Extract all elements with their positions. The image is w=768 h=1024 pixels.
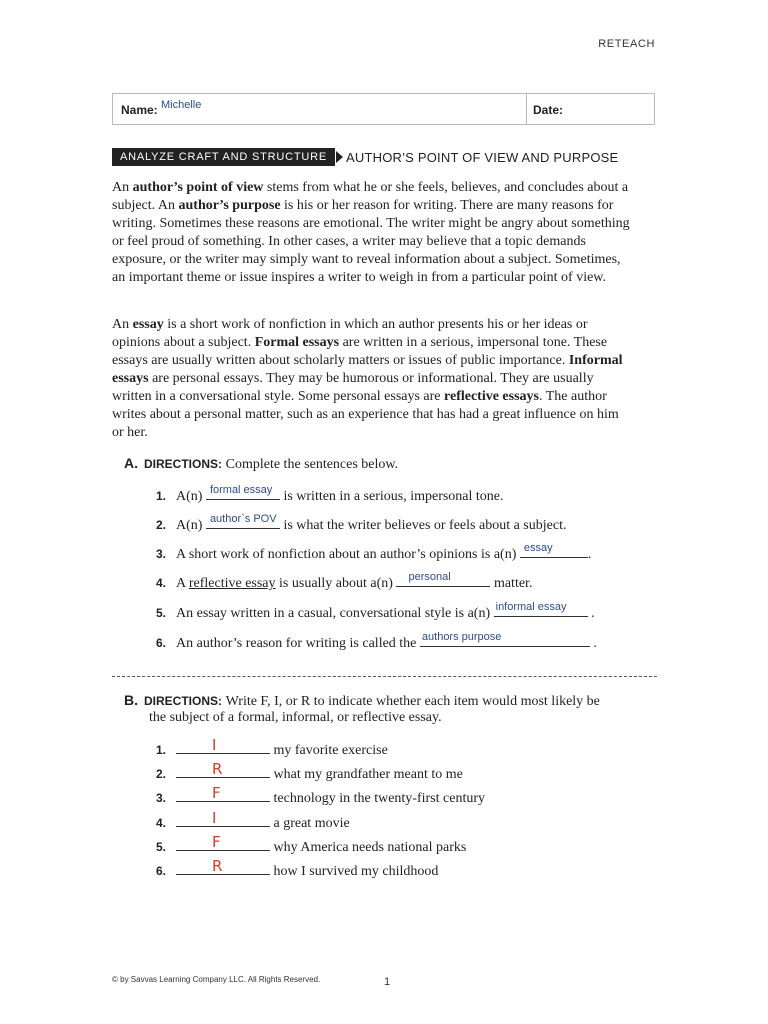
arrow-icon [336,151,343,163]
answer-blank[interactable] [176,736,270,754]
section-b-item [156,833,467,856]
item-number: 4. [156,576,167,590]
handwritten-answer: R [212,857,223,875]
item-text: technology in the twenty-first century [273,791,485,806]
section-banner [112,148,618,166]
item-number: 3. [156,547,167,561]
key-term: essay [132,317,164,332]
answer-blank[interactable] [176,784,270,802]
handwritten-answer: F [212,784,221,802]
item-number: 3. [156,791,167,805]
section-a-item [156,485,504,505]
answer-text: essay [523,542,553,554]
item-text: is what the writer believes or feels about a subject. [279,518,567,533]
answer-blank[interactable] [396,572,490,587]
item-number: 4. [156,816,167,830]
item-number: 5. [156,606,167,620]
key-term: reflective essays [444,389,539,404]
copyright: © by Savvas Learning Company LLC. All Rights Reserved. [112,975,321,984]
handwritten-answer: R [212,760,223,778]
item-text: what my grandfather meant to me [273,767,463,782]
handwritten-answer: I [212,809,217,827]
item-number: 6. [156,864,167,878]
answer-blank[interactable] [176,833,270,851]
item-text: . [587,547,592,562]
section-a-item [156,632,597,652]
item-text: how I survived my childhood [273,864,439,879]
name-date-box [112,93,655,125]
answer-text: personal [408,571,451,583]
section-a-directions-label: DIRECTIONS: [144,457,222,471]
item-text: is written in a serious, impersonal tone. [279,489,504,504]
answer-blank[interactable] [206,514,280,529]
section-b-item [156,784,485,807]
reteach-label: RETEACH [598,38,655,50]
answer-text: authors purpose [421,631,502,643]
section-b-item [156,809,350,832]
page-title: AUTHOR’S POINT OF VIEW AND PURPOSE [346,149,619,165]
date-label: Date: [533,103,564,117]
section-b-item [156,736,388,759]
section-b-item [156,760,463,783]
item-text: . [587,606,595,621]
section-b-directions-line2: the subject of a formal, informal, or reflective essay. [149,710,442,725]
section-a-directions-text: Complete the sentences below. [225,457,399,472]
section-b-heading [124,692,600,710]
item-text: A short work of nonfiction about an author’s opinions is a(n) [176,547,520,562]
answer-blank[interactable] [520,543,588,558]
answer-blank[interactable] [420,632,590,647]
answer-text: formal essay [209,484,273,496]
item-text: matter. [490,576,533,591]
box-divider [526,94,527,124]
name-label: Name: [121,103,158,117]
item-text: why America needs national parks [273,840,467,855]
section-a-item [156,514,566,534]
section-a-item [156,543,591,563]
answer-blank[interactable] [176,857,270,875]
item-text: A(n) [176,489,206,504]
item-number: 1. [156,743,167,757]
section-b-directions-label: DIRECTIONS: [144,694,222,708]
answer-text: informal essay [495,601,567,613]
intro-paragraph-2: An essay is a short work of nonfiction in which an author presents his or her ideas or opinions about a subject. Formal essays are written in a serious, impersonal tone. These essays are usually written about scholarly matters or issues of public importance. Informal essays are personal essays. They may be humorous or informational. They are usually written in a conversational style. Some personal essays are reflective essays. The author writes about a personal matter, such as an experience that has had a great influence on him or her. [112,317,623,440]
section-divider [112,676,657,677]
handwritten-answer: F [212,833,221,851]
answer-blank[interactable] [176,809,270,827]
item-number: 2. [156,767,167,781]
key-term: author’s purpose [178,198,281,213]
section-a-item [156,602,595,622]
item-text: . [589,636,597,651]
answer-blank[interactable] [206,485,280,500]
item-text: An author’s reason for writing is called the [176,636,420,651]
page-number: 1 [384,976,391,988]
section-b-item [156,857,439,880]
answer-text: author`s POV [209,513,277,525]
key-term: Informal essays [112,353,623,386]
item-number: 1. [156,489,167,503]
item-text: A [176,576,189,591]
answer-blank[interactable] [494,602,588,617]
intro-paragraph-1: An author’s point of view stems from what he or she feels, believes, and concludes about a subject. An author’s purpose is his or her reason for writing. There are many reasons for writing. Sometimes these reasons are emotional. The writer might be angry about something or feel proud of something. In other cases, a writer may believe that a topic demands exposure, or the writer may simply want to reveal information about a subject. Sometimes, an important theme or issue inspires a writer to weigh in from a particular point of view. [112,180,630,285]
section-b-letter: B. [124,692,138,708]
section-a-heading [124,455,398,473]
handwritten-answer: I [212,736,217,754]
item-text: my favorite exercise [273,743,388,758]
item-text: a great movie [273,816,350,831]
underlined-term: reflective essay [188,576,276,591]
key-term: Formal essays [254,335,340,350]
item-text: A(n) [176,518,206,533]
section-a-item [156,572,532,592]
banner-label: ANALYZE CRAFT AND STRUCTURE [112,148,335,166]
item-text: An essay written in a casual, conversational style is a(n) [176,606,494,621]
section-a-letter: A. [124,455,138,471]
name-field[interactable]: Michelle [161,99,202,111]
item-text: is usually about a(n) [275,576,397,591]
item-number: 2. [156,518,167,532]
item-number: 5. [156,840,167,854]
item-number: 6. [156,636,167,650]
key-term: author’s point of view [132,180,264,195]
section-b-directions-text: Write F, I, or R to indicate whether each item would most likely be [225,694,600,709]
answer-blank[interactable] [176,760,270,778]
